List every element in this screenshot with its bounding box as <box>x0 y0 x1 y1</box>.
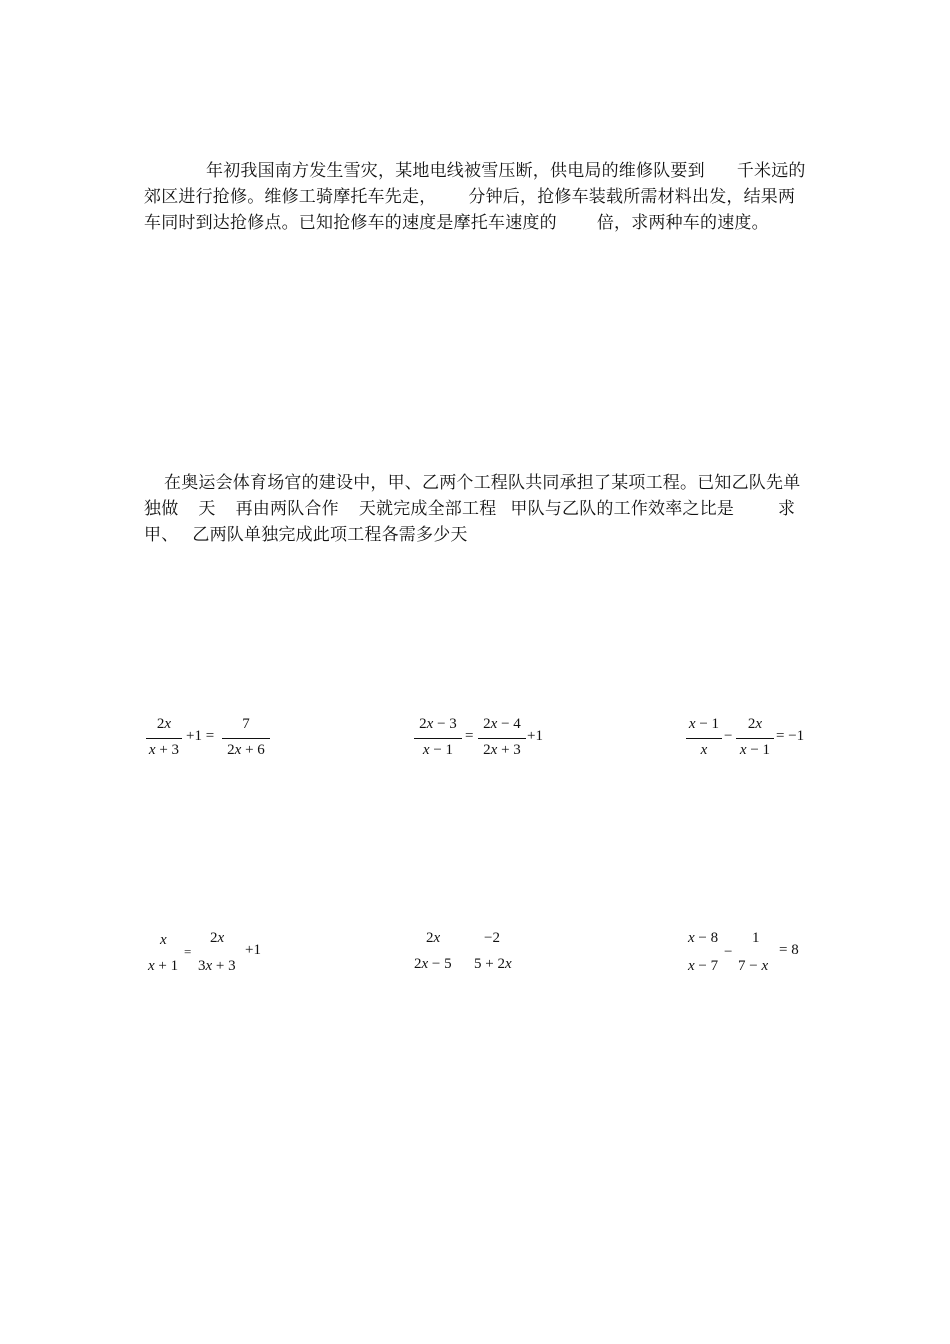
denominator: 2x + 3 <box>483 742 521 758</box>
problem2-text-5: 甲队与乙队的工作效率之比是 <box>510 499 735 519</box>
numerator: 2x − 4 <box>483 716 521 732</box>
word-problem-snow-repair <box>144 158 812 236</box>
denominator: 7 − x <box>738 958 769 974</box>
numerator: x − 1 <box>688 716 720 732</box>
problem2-text-3: 再由两队合作 <box>235 499 339 519</box>
denominator: x − 1 <box>739 742 771 758</box>
operator: = <box>184 944 192 959</box>
problem1-text-1: 年初我国南方发生雪灾，某地电线被雪压断，供电局的维修队要到 <box>206 161 705 181</box>
denominator: x + 1 <box>148 958 179 974</box>
equation-6 <box>686 930 810 976</box>
numerator: 2x <box>747 716 763 732</box>
numerator: −2 <box>484 930 500 946</box>
fraction-bar <box>478 738 526 739</box>
operator: +1 <box>245 942 261 958</box>
equation-3 <box>686 716 810 762</box>
fraction-bar <box>146 738 182 739</box>
numerator: 2x <box>156 716 172 732</box>
operator: = −1 <box>776 728 805 744</box>
fraction-bar <box>736 738 774 739</box>
denominator: x − 7 <box>688 958 719 974</box>
problem2-text-7: 乙两队单独完成此项工程各需多少天 <box>192 525 468 545</box>
denominator: x + 3 <box>148 742 180 758</box>
equation-2 <box>414 716 554 762</box>
operator: +1 <box>527 728 543 744</box>
denominator: 5 + 2x <box>474 956 512 972</box>
fraction-bar <box>414 738 462 739</box>
operator: − <box>724 728 733 744</box>
denominator: x − 1 <box>422 742 454 758</box>
problem2-text-6: 求甲、 <box>144 499 796 545</box>
fraction-bar <box>686 738 722 739</box>
numerator: x <box>160 932 167 948</box>
equation-1 <box>146 716 276 762</box>
problem2-text-2: 天 <box>198 499 216 519</box>
operator: − <box>724 944 733 960</box>
numerator: 2x − 3 <box>419 716 457 732</box>
numerator: 2x <box>426 930 441 946</box>
operator: +1 = <box>186 728 215 744</box>
denominator: 3x + 3 <box>198 958 236 974</box>
numerator: 1 <box>752 930 760 946</box>
equation-4 <box>146 930 272 976</box>
operator: = 8 <box>779 942 799 958</box>
numerator: 2x <box>210 930 225 946</box>
problem1-text-4: 倍，求两种车的速度。 <box>596 213 769 233</box>
fraction-bar <box>222 738 270 739</box>
denominator: 2x + 6 <box>227 742 265 758</box>
problem1-text-3: 分钟后，抢修车装载所需材料出发，结果两车同时到达抢修点。已知抢修车的速度是摩托车速度的 <box>144 187 796 233</box>
operator: = <box>465 728 474 744</box>
numerator: 7 <box>242 716 250 732</box>
denominator: 2x − 5 <box>414 956 452 972</box>
problem2-text-4: 天就完成全部工程 <box>358 499 497 519</box>
denominator: x <box>700 742 708 758</box>
problem2-text-1: 在奥运会体育场官的建设中，甲、乙两个工程队共同承担了某项工程。已知乙队先单独做 <box>144 473 801 519</box>
word-problem-olympic-construction <box>144 470 812 548</box>
problem1-text-2: 千米远的郊区进行抢修。维修工骑摩托车先走， <box>144 161 806 207</box>
equation-5 <box>414 930 524 976</box>
numerator: x − 8 <box>688 930 719 946</box>
